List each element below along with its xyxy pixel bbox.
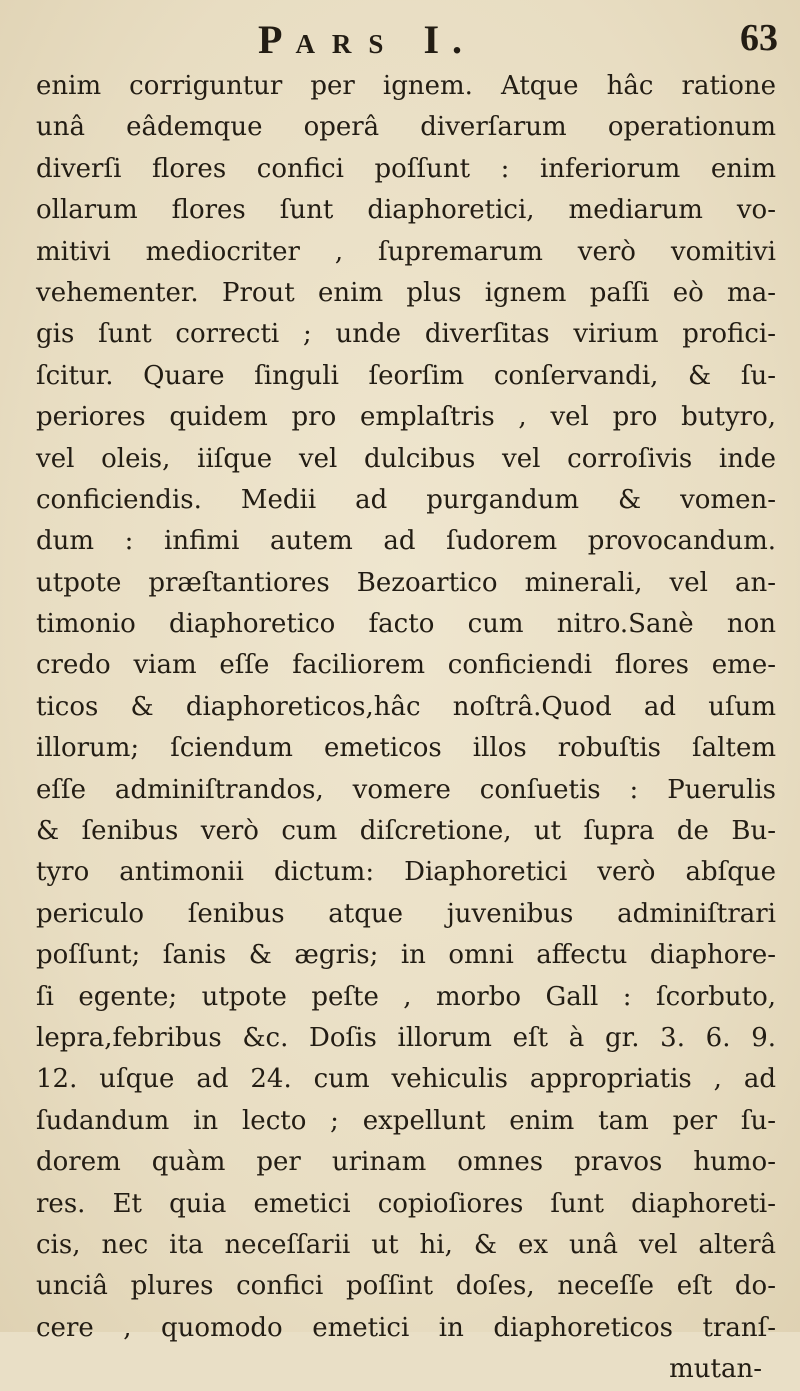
text-line: timonio diaphoretico facto cum nitro.Sanè non [36,609,776,640]
text-line: poſſunt; ſanis & ægris; in omni affectu diaphore- [36,940,776,971]
running-title-rest: ARS [295,29,401,59]
text-line: mitivi mediocriter , ſupremarum verò vomitivi [36,236,776,267]
text-line: ſcitur. Quare ſinguli ſeorſim conſervandi, & ſu- [36,360,776,391]
page-header [0,10,800,62]
text-line: lepra,febribus &c. Doſis illorum eſt à gr. 3. 6. 9. [36,1022,776,1053]
page-number: 63 [740,17,778,59]
text-line: conficiendis. Medii ad purgandum & vomen- [36,484,776,515]
text-line: vel oleis, iiſque vel dulcibus vel corroſivis inde [36,443,776,474]
running-title-numeral: I. [423,17,476,62]
text-line: credo viam eſſe faciliorem conficiendi flores eme- [36,650,776,681]
text-line: dum : infimi autem ad ſudorem provocandum. [36,526,776,557]
text-line: eſſe adminiſtrandos, vomere conſuetis : Puerulis [36,774,776,805]
text-line: dorem quàm per urinam omnes pravos humo- [36,1147,776,1178]
text-line: vehementer. Prout enim plus ignem paſſi eò ma- [36,277,776,308]
running-title-initial: P [258,17,296,62]
text-line: ſudandum in lecto ; expellunt enim tam per ſu- [36,1105,776,1136]
text-line: res. Et quia emetici copioſiores ſunt diaphoreti- [36,1188,776,1219]
text-line: periores quidem pro emplaſtris , vel pro butyro, [36,402,776,433]
text-line: cere , quomodo emetici in diaphoreticos tranſ- [36,1312,776,1343]
catchword: mutan- [669,1354,762,1385]
text-line: unciâ plures confici poſſint doſes, neceſſe eſt do- [36,1271,776,1302]
running-title [258,16,475,63]
text-line: 12. uſque ad 24. cum vehiculis appropriatis , ad [36,1064,776,1095]
text-line: & ſenibus verò cum diſcretione, ut ſupra de Bu- [36,816,776,847]
text-line: periculo ſenibus atque juvenibus adminiſtrari [36,898,776,929]
text-line: utpote præſtantiores Bezoartico minerali, vel an- [36,567,776,598]
text-line: ſi egente; utpote peſte , morbo Gall : ſcorbuto, [36,981,776,1012]
text-line: ollarum flores ſunt diaphoretici, mediarum vo- [36,195,776,226]
text-line: gis ſunt correcti ; unde diverſitas virium profici- [36,319,776,350]
text-line: diverſi flores confici poſſunt : inferiorum enim [36,153,776,184]
text-line: illorum; ſciendum emeticos illos robuſtis ſaltem [36,733,776,764]
text-line: ticos & diaphoreticos,hâc noſtrâ.Quod ad uſum [36,691,776,722]
text-line: cis, nec ita neceſſarii ut hi, & ex unâ vel alterâ [36,1229,776,1260]
body-text [36,66,776,1391]
text-line: unâ eâdemque operâ diverſarum operationum [36,112,776,143]
text-line: tyro antimonii dictum: Diaphoretici verò abſque [36,857,776,888]
text-line: enim corriguntur per ignem. Atque hâc ratione [36,71,776,101]
